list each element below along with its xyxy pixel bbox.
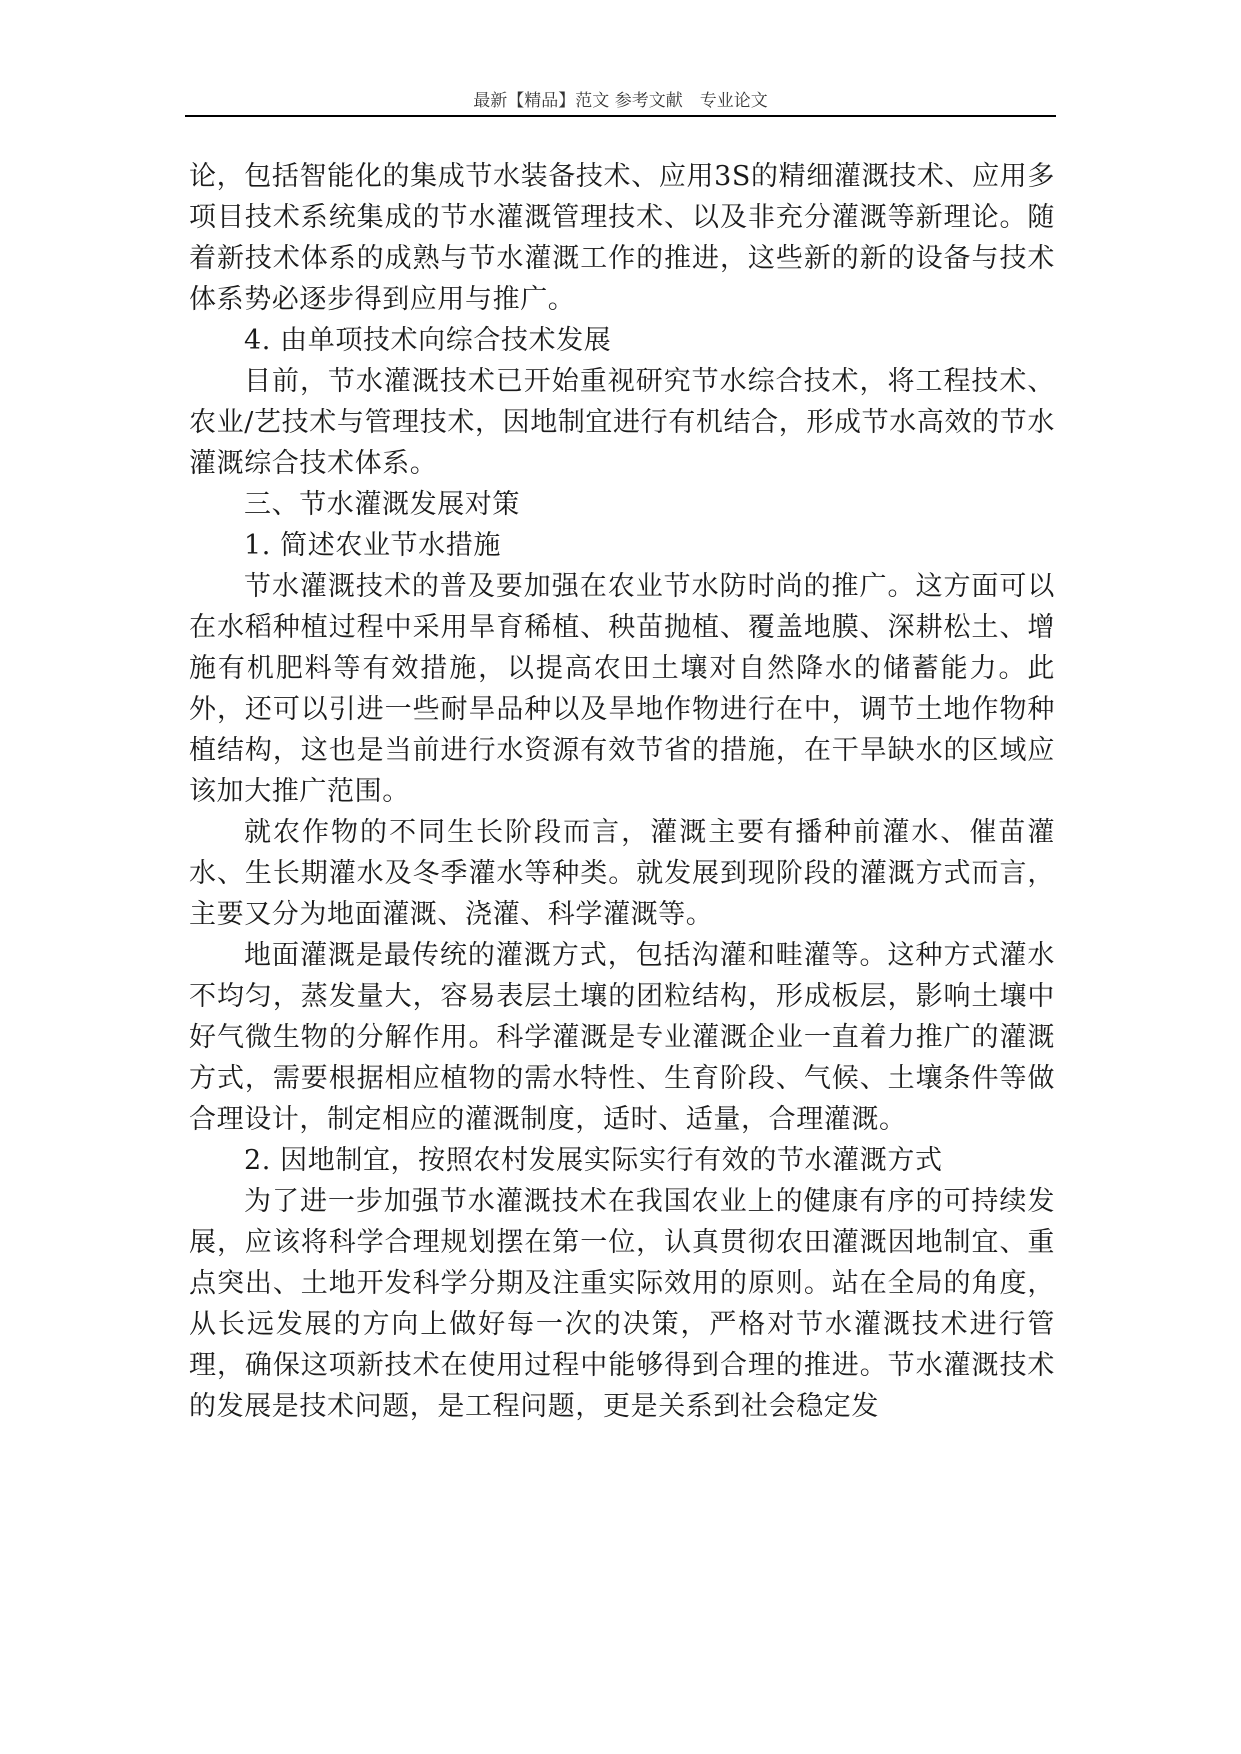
page-header: 最新【精品】范文 参考文献 专业论文 [473, 91, 768, 111]
document-body [189, 156, 1055, 1427]
section-heading-4: 4. 由单项技术向综合技术发展 [244, 325, 612, 356]
paragraph-planning: 为了进一步加强节水灌溉技术在我国农业上的健康有序的可持续发展，应该将科学合理规划摆在第一位，认真贯彻农田灌溉因地制宜、重点突出、土地开发科学分期及注重实际效用的原则。站在全局的角度，从长远发展的方向上做好每一次的决策，严格对节水灌溉技术进行管理，确保这项新技术在使用过程中能够得到合理的推进。节水灌溉技术的发展是技术问题，是工程问题，更是关系到社会稳定发 [189, 1186, 1055, 1422]
header-divider [185, 115, 1056, 117]
paragraph-surface-irrigation: 地面灌溉是最传统的灌溉方式，包括沟灌和畦灌等。这种方式灌水不均匀，蒸发量大，容易表层土壤的团粒结构，形成板层，影响土壤中好气微生物的分解作用。科学灌溉是专业灌溉企业一直着力推广的灌溉方式，需要根据相应植物的需水特性、生育阶段、气候、土壤条件等做合理设计，制定相应的灌溉制度，适时、适量，合理灌溉。 [189, 940, 1055, 1135]
paragraph-water-saving-measures: 节水灌溉技术的普及要加强在农业节水防时尚的推广。这方面可以在水稻种植过程中采用旱育稀植、秧苗抛植、覆盖地膜、深耕松土、增施有机肥料等有效措施，以提高农田土壤对自然降水的储蓄能力。此外，还可以引进一些耐旱品种以及旱地作物进行在中，调节土地作物种植结构，这也是当前进行水资源有效节省的措施，在干旱缺水的区域应该加大推广范围。 [189, 571, 1055, 807]
paragraph-continuation: 论，包括智能化的集成节水装备技术、应用3S的精细灌溉技术、应用多项目技术系统集成的节水灌溉管理技术、以及非充分灌溉等新理论。随着新技术体系的成熟与节水灌溉工作的推进，这些新的新的设备与技术体系势必逐步得到应用与推广。 [189, 161, 1055, 315]
paragraph-integrated-tech: 目前，节水灌溉技术已开始重视研究节水综合技术，将工程技术、农业/艺技术与管理技术，因地制宜进行有机结合，形成节水高效的节水灌溉综合技术体系。 [189, 366, 1055, 479]
section-heading-2: 2. 因地制宜，按照农村发展实际实行有效的节水灌溉方式 [244, 1145, 943, 1176]
section-heading-1: 1. 简述农业节水措施 [244, 530, 501, 561]
paragraph-irrigation-stages: 就农作物的不同生长阶段而言，灌溉主要有播种前灌水、催苗灌水、生长期灌水及冬季灌水等种类。就发展到现阶段的灌溉方式而言，主要又分为地面灌溉、浇灌、科学灌溉等。 [189, 817, 1055, 930]
section-heading-3: 三、节水灌溉发展对策 [244, 489, 520, 520]
